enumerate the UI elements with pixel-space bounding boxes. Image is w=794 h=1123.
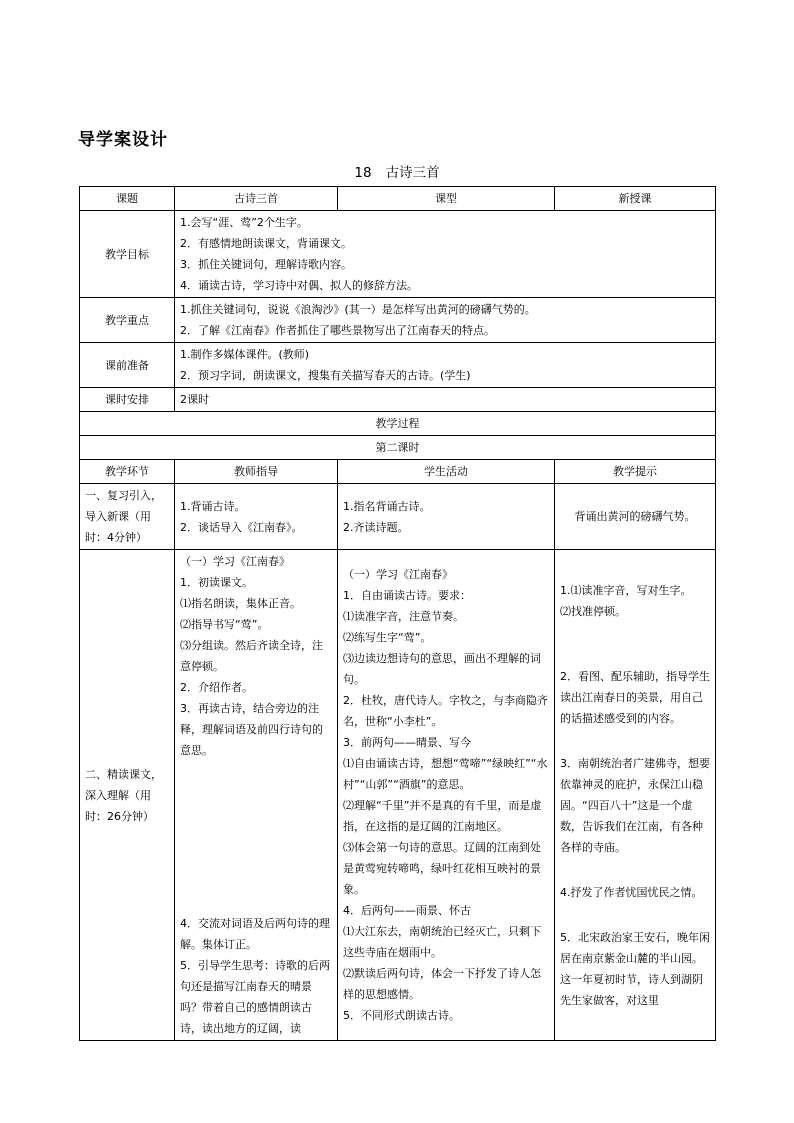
hint-spacer [560,729,710,753]
section1-stage: 一、复习引入，导入新课（用时：4分钟） [80,484,175,550]
student-step: （一）学习《江南春》 [343,568,453,581]
student-step: ⑴读准字音，注意节奏。 [343,610,464,623]
header-hint: 教学提示 [555,460,716,484]
section2-student [338,550,555,1041]
topic-value: 古诗三首 [175,187,338,211]
student-step: 1.指名背诵古诗。 [343,499,431,513]
teacher-spacer [180,761,332,913]
section2-stage: 二、精读课文，深入理解（用时：26分钟） [80,550,175,1041]
lesson-number: 18 [354,165,372,181]
teacher-step: 1.背诵古诗。 [180,499,246,513]
objective-item: 2．有感情地朗读课文，背诵课文。 [180,237,352,250]
preparation-label: 课前准备 [80,343,175,388]
lesson-type-value: 新授课 [555,187,716,211]
process-header-row [80,460,716,484]
student-step: 2.齐读诗题。 [343,520,409,534]
student-step: 2．杜牧，唐代诗人。字牧之，与李商隐齐名，世称“小李杜”。 [343,694,548,728]
teacher-step: ⑵指导书写“莺”。 [180,618,269,631]
lesson-title [0,161,794,181]
teacher-step: 3．再读古诗，结合旁边的注释，理解词语及前四行诗句的意思。 [180,702,323,757]
section1-row [80,484,716,550]
student-step: ⑵理解“千里”并不是真的有千里，而是虚指，在这指的是辽阔的江南地区。 [343,799,542,833]
objective-item: 3．抓住关键词句，理解诗歌内容。 [180,258,352,271]
student-step: ⑶边读边想诗句的意思，画出不理解的词句。 [343,652,541,686]
section2-hints [555,550,716,1041]
hint-spacer [560,903,710,927]
preparation-item: 1.制作多媒体课件。(教师) [180,348,310,361]
section2-teacher [175,550,338,1041]
objectives-row [80,211,716,298]
teacher-step: （一）学习《江南春》 [180,555,290,568]
header-teacher: 教师指导 [175,460,338,484]
period-title-row [80,436,716,460]
teacher-step: 2．介绍作者。 [180,681,253,694]
section1-teacher [175,484,338,550]
student-step: ⑴自由诵读古诗，想想“莺啼”“绿映红”“水村”“山郭”“酒旗”的意思。 [343,757,548,791]
section1-hint: 背诵出黄河的磅礴气势。 [555,484,716,550]
student-step: 1．自由诵读古诗。要求： [343,589,471,602]
header-stage: 教学环节 [80,460,175,484]
key-points-row [80,298,716,343]
preparation-item: 2．预习字词，朗读课文，搜集有关描写春天的古诗。(学生) [180,369,471,382]
student-step: ⑶体会第一句诗的意思。辽阔的江南到处是黄莺宛转啼鸣，绿叶红花相互映衬的景象。 [343,841,541,896]
section2-row [80,550,716,1041]
schedule-row [80,388,716,412]
key-points-content [175,298,716,343]
objective-item: 4．诵读古诗，学习诗中对偶、拟人的修辞方法。 [180,279,418,292]
student-step: ⑴大江东去，南朝统治已经灭亡，只剩下这些寺庙在烟雨中。 [343,925,541,959]
teacher-step: 1．初读课文。 [180,576,253,589]
teacher-step: 2．谈话导入《江南春》。 [180,520,303,534]
preparation-row [80,343,716,388]
teacher-step: 4．交流对词语及后两句诗的理解。集体订正。 [180,917,330,951]
objectives-content [175,211,716,298]
key-point-item: 2．了解《江南春》作者抓住了哪些景物写出了江南春天的特点。 [180,324,495,337]
student-step: ⑵练写生字“莺”。 [343,631,432,644]
lesson-name: 古诗三首 [385,165,440,181]
key-points-label: 教学重点 [80,298,175,343]
section1-student [338,484,555,550]
objective-item: 1.会写“涯、莺”2个生字。 [180,216,308,229]
preparation-content [175,343,716,388]
hint-spacer [560,622,710,666]
teacher-step: 5．引导学生思考：诗歌的后两句还是描写江南春天的晴景吗？带着自己的感情朗读古诗，读出地方的辽阔，读 [180,959,330,1035]
hint-spacer [560,858,710,882]
hint-item: 5．北宋政治家王安石，晚年闲居在南京紫金山麓的半山园。这一年夏初时节，诗人到湖阴先生家做客，对这里 [560,930,710,1007]
process-title-row [80,412,716,436]
hint-item: 4.抒发了作者忧国忧民之情。 [560,885,703,899]
student-step: ⑵默读后两句诗，体会一下抒发了诗人怎样的思想感情。 [343,967,541,1001]
hint-item: 2．看图、配乐辅助，指导学生读出江南春日的美景，用自己的话描述感受到的内容。 [560,669,710,725]
header-student: 学生活动 [338,460,555,484]
hint-item: 3．南朝统治者广建佛寺，想要依靠神灵的庇护，永保江山稳固。“四百八十”这是一个虚数，告诉我们在江南，有各种各样的寺庙。 [560,756,710,854]
topic-row [80,187,716,211]
teacher-step: ⑶分组读。然后齐读全诗，注意停顿。 [180,639,323,673]
schedule-value: 2课时 [175,388,716,412]
process-title: 教学过程 [80,412,716,436]
student-step: 4．后两句——雨景、怀古 [343,904,471,917]
lesson-type-label: 课型 [338,187,555,211]
schedule-label: 课时安排 [80,388,175,412]
objectives-label: 教学目标 [80,211,175,298]
hint-item: 1.⑴读准字音，写对生字。 [560,583,692,597]
hint-item: ⑵找准停顿。 [560,604,626,618]
teacher-step: ⑴指名朗读，集体正音。 [180,597,301,610]
period-title: 第二课时 [80,436,716,460]
student-step: 3．前两句——晴景、写今 [343,736,471,749]
lesson-plan-table [79,186,716,1041]
student-step: 5．不同形式朗读古诗。 [343,1009,460,1022]
topic-label: 课题 [80,187,175,211]
key-point-item: 1.抓住关键词句，说说《浪淘沙》(其一）是怎样写出黄河的磅礴气势的。 [180,303,536,316]
document-heading: 导学案设计 [78,130,168,150]
